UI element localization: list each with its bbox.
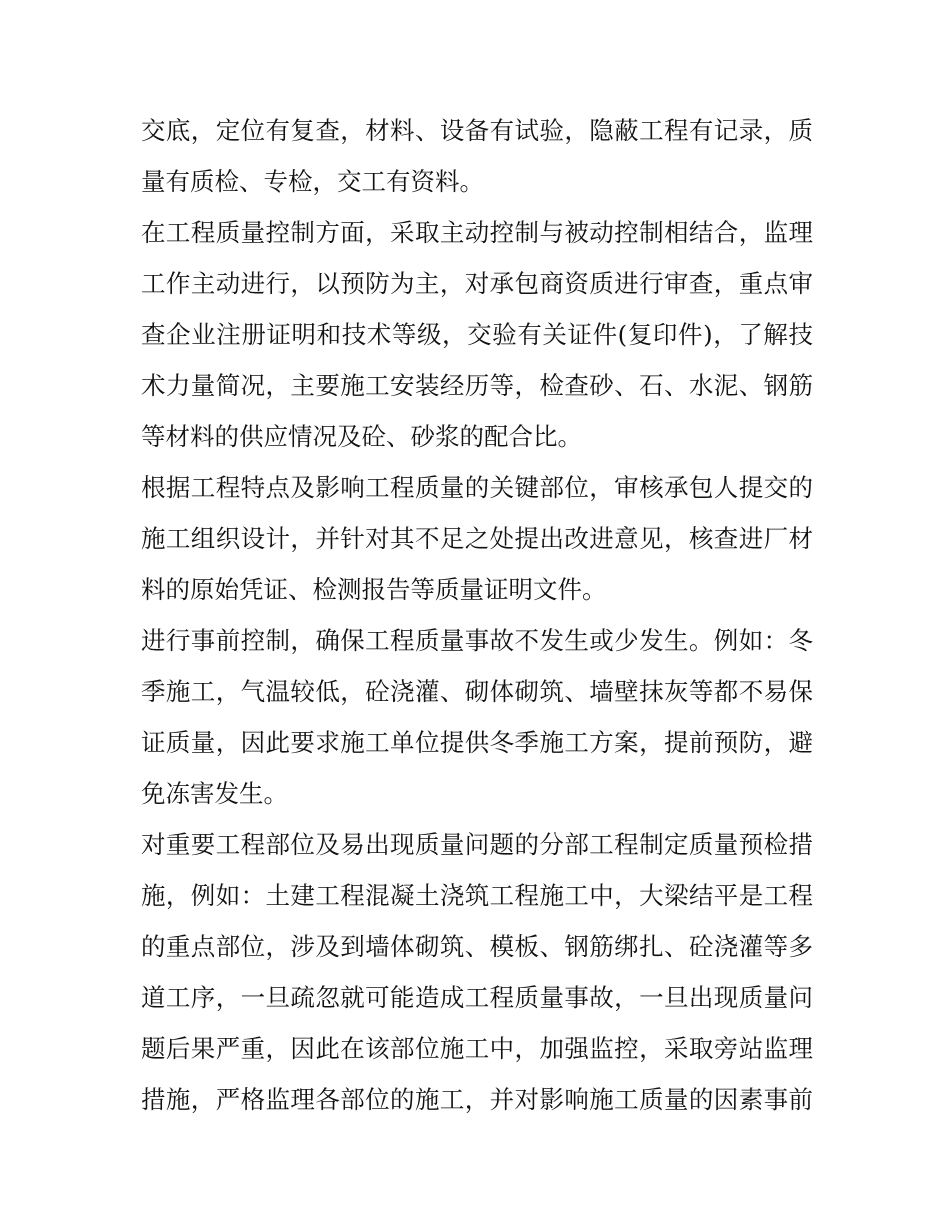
text-line: 根据工程特点及影响工程质量的关键部位，审核承包人提交的	[141, 473, 813, 502]
text-line: 交底，定位有复查，材料、设备有试验，隐蔽工程有记录，质	[141, 116, 813, 145]
text-line: 的重点部位，涉及到墙体砌筑、模板、钢筋绑扎、砼浇灌等多	[141, 932, 813, 961]
text-line: 料的原始凭证、检测报告等质量证明文件。	[141, 575, 607, 604]
text-line: 道工序，一旦疏忽就可能造成工程质量事故，一旦出现质量问	[141, 983, 813, 1012]
text-line: 查企业注册证明和技术等级，交验有关证件(复印件)，了解技	[141, 320, 813, 349]
text-line: 进行事前控制，确保工程质量事故不发生或少发生。例如：冬	[141, 626, 813, 655]
text-line: 季施工，气温较低，砼浇灌、砌体砌筑、墙壁抹灰等都不易保	[141, 677, 813, 706]
text-line: 对重要工程部位及易出现质量问题的分部工程制定质量预检措	[141, 830, 813, 859]
text-line: 证质量，因此要求施工单位提供冬季施工方案，提前预防，避	[141, 728, 813, 757]
text-line: 题后果严重，因此在该部位施工中，加强监控，采取旁站监理	[141, 1034, 813, 1063]
document-body	[141, 105, 813, 1125]
text-line: 在工程质量控制方面，采取主动控制与被动控制相结合，监理	[141, 218, 813, 247]
text-line: 施工组织设计，并针对其不足之处提出改进意见，核查进厂材	[141, 524, 813, 553]
text-line: 等材料的供应情况及砼、砂浆的配合比。	[141, 422, 582, 451]
text-line: 术力量简况，主要施工安装经历等，检查砂、石、水泥、钢筋	[141, 371, 813, 400]
text-line: 工作主动进行，以预防为主，对承包商资质进行审查，重点审	[141, 269, 813, 298]
text-line: 免冻害发生。	[141, 779, 288, 808]
text-line: 量有质检、专检，交工有资料。	[141, 167, 484, 196]
text-line: 措施，严格监理各部位的施工，并对影响施工质量的因素事前	[141, 1085, 813, 1114]
text-line: 施，例如：土建工程混凝土浇筑工程施工中，大梁结平是工程	[141, 881, 813, 910]
